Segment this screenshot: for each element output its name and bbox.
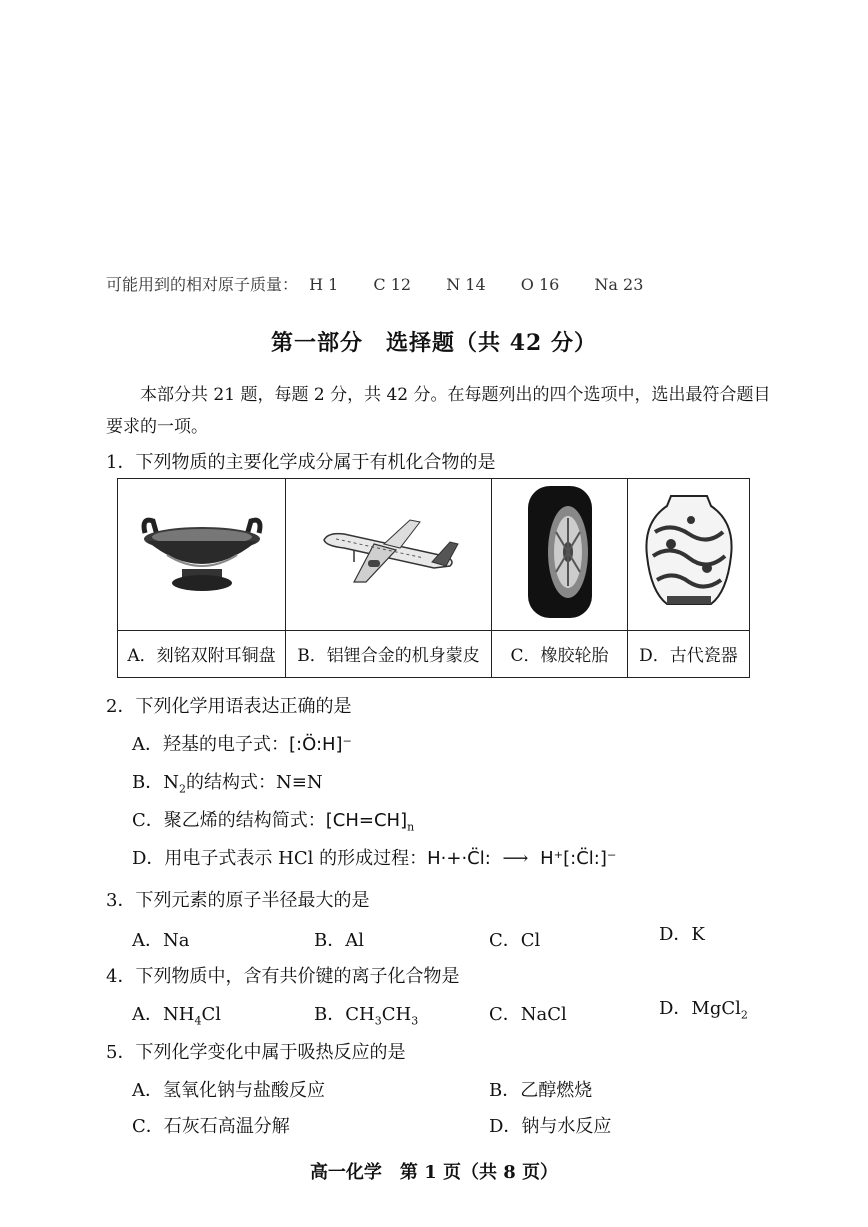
q5-option-c[interactable]: C．石灰石高温分解 [132, 1116, 290, 1137]
q1-cell-d-image [628, 479, 750, 631]
q2-d-arrow: ⟶ [502, 848, 529, 869]
q4-d-pre: D．MgCl [659, 998, 741, 1019]
q2-d-formula-right: H⁺[:C̈l:]⁻ [540, 848, 617, 869]
q1-cell-c-image [492, 479, 628, 631]
mass-o: O 16 [520, 275, 560, 294]
q3-option-b[interactable]: B．Al [314, 930, 364, 951]
atomic-masses-label: 可能用到的相对原子质量： [106, 275, 299, 294]
q2-c-sub: n [407, 820, 415, 834]
atomic-masses-line [106, 272, 673, 295]
q4-stem: 4．下列物质中，含有共价键的离子化合物是 [106, 966, 460, 987]
q1-option-d[interactable]: D．古代瓷器 [628, 630, 750, 677]
q4-b-pre: B．CH [314, 1004, 375, 1025]
q4-option-d[interactable] [659, 994, 748, 1022]
q2-a-formula: [:Ö:H]⁻ [289, 734, 353, 755]
q2-c-formula: [CH=CH] [325, 810, 408, 831]
q2-a-prefix: A．羟基的电子式： [132, 734, 289, 755]
porcelain-vase-icon [641, 492, 737, 612]
q2-option-b[interactable] [132, 768, 323, 796]
q2-option-a[interactable] [132, 730, 352, 756]
q5-option-d[interactable]: D．钠与水反应 [489, 1116, 612, 1137]
instructions-line-1: 本部分共 21 题，每题 2 分，共 42 分。在每题列出的四个选项中，选出最符合题目 [140, 385, 771, 405]
q2-b-prefix: B．N [132, 772, 179, 793]
tire-icon [520, 482, 600, 622]
q2-d-formula-left: H·+·C̈l: [427, 848, 491, 869]
q4-b-mid: CH [381, 1004, 412, 1025]
q2-c-prefix: C．聚乙烯的结构简式： [132, 810, 326, 831]
q4-b-sub: 3 [374, 1014, 382, 1028]
q4-option-a[interactable] [132, 1000, 221, 1028]
q1-option-c[interactable]: C．橡胶轮胎 [492, 630, 628, 677]
q1-option-b[interactable]: B．铝锂合金的机身蒙皮 [286, 630, 492, 677]
q2-b-sub: 2 [178, 782, 186, 796]
q1-image-table [117, 478, 750, 678]
mass-n: N 14 [446, 275, 486, 294]
q4-a-post: Cl [201, 1004, 221, 1025]
q4-d-sub: 2 [740, 1008, 748, 1022]
q4-option-b[interactable] [314, 1000, 418, 1028]
q1-stem: 1．下列物质的主要化学成分属于有机化合物的是 [106, 452, 496, 473]
q5-option-a[interactable]: A．氢氧化钠与盐酸反应 [132, 1080, 325, 1101]
q3-option-c[interactable]: C．Cl [489, 930, 541, 951]
q4-a-pre: A．NH [132, 1004, 195, 1025]
q3-option-a[interactable]: A．Na [132, 930, 190, 951]
instructions-line-2: 要求的一项。 [106, 417, 208, 437]
q5-stem: 5．下列化学变化中属于吸热反应的是 [106, 1042, 406, 1063]
q1-cell-a-image [118, 479, 286, 631]
q3-stem: 3．下列元素的原子半径最大的是 [106, 890, 370, 911]
bronze-plate-icon [137, 507, 267, 597]
q1-option-a[interactable]: A．刻铭双附耳铜盘 [118, 630, 286, 677]
airplane-icon [314, 512, 464, 592]
mass-na: Na 23 [594, 275, 644, 294]
page-footer: 高一化学 第 1 页（共 8 页） [309, 1162, 559, 1183]
q4-a-sub: 4 [194, 1014, 202, 1028]
part-title: 第一部分 选择题（共 42 分） [271, 330, 597, 356]
q1-cell-b-image [286, 479, 492, 631]
q4-option-c[interactable]: C．NaCl [489, 1004, 567, 1025]
q5-option-b[interactable]: B．乙醇燃烧 [489, 1080, 593, 1101]
q2-option-c[interactable] [132, 806, 414, 834]
q2-stem: 2．下列化学用语表达正确的是 [106, 696, 352, 717]
q2-b-rest: 的结构式：N≡N [185, 772, 323, 793]
mass-h: H 1 [309, 275, 339, 294]
q3-option-d[interactable]: D．K [659, 924, 705, 945]
q2-option-d[interactable] [132, 844, 616, 870]
q4-b-sub2: 3 [411, 1014, 419, 1028]
mass-c: C 12 [373, 275, 412, 294]
q2-d-prefix: D．用电子式表示 HCl 的形成过程： [132, 848, 428, 869]
